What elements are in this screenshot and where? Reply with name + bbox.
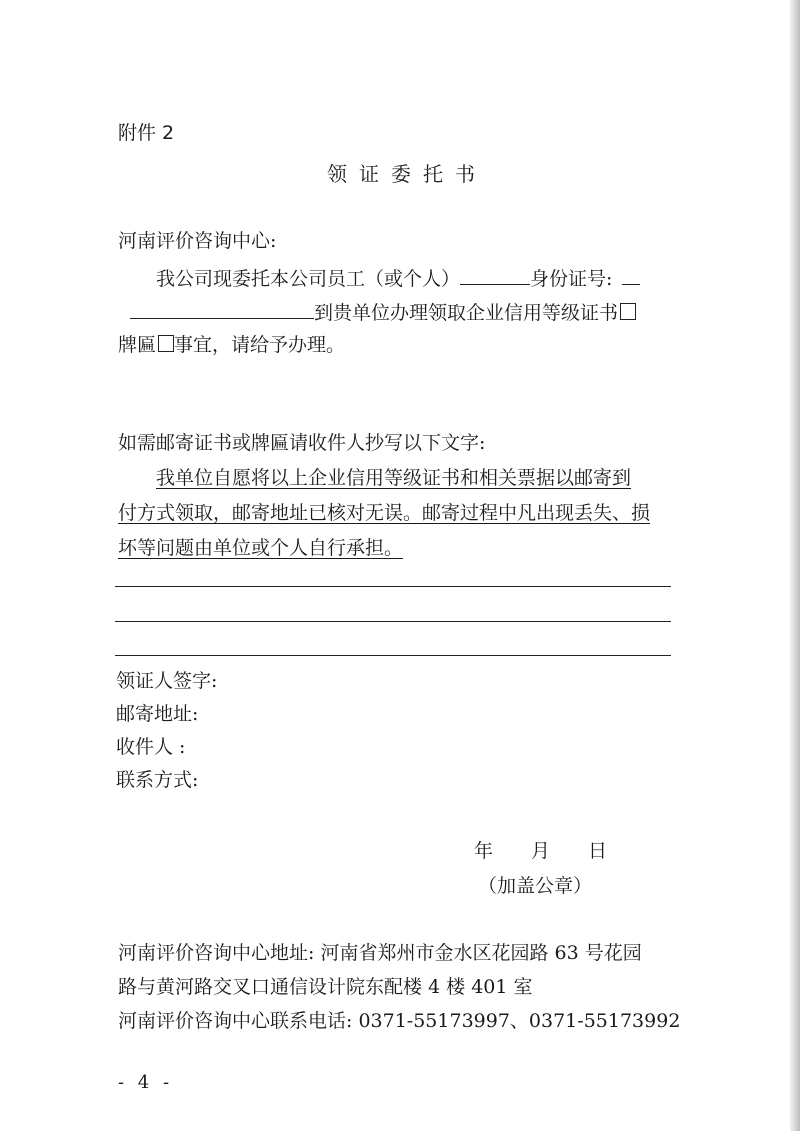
footer-address-line-1: 河南评价咨询中心地址: 河南省郑州市金水区花园路 63 号花园 <box>118 942 642 964</box>
entrust-text-3: 事宜，请给予办理。 <box>174 334 346 356</box>
entrust-line-1 <box>156 264 640 292</box>
id-number-blank[interactable] <box>130 298 314 319</box>
certificate-checkbox[interactable] <box>620 303 636 320</box>
attachment-label: 附件 2 <box>118 122 175 144</box>
recipient-field: 收件人 : <box>116 736 186 758</box>
entrust-line-2 <box>130 298 636 326</box>
contact-field: 联系方式: <box>116 769 199 791</box>
entrust-line-3 <box>118 332 345 358</box>
mail-statement-line-3: 坏等问题由单位或个人自行承担。 <box>118 537 404 559</box>
addressee: 河南评价咨询中心: <box>118 230 277 252</box>
stamp-note: （加盖公章） <box>478 875 593 897</box>
footer-address-line-2: 路与黄河路交叉口通信设计院东配楼 4 楼 401 室 <box>118 976 533 998</box>
plaque-checkbox[interactable] <box>158 335 174 352</box>
mail-address-field: 邮寄地址: <box>116 703 199 725</box>
id-number-blank-start[interactable] <box>622 264 640 285</box>
mail-statement-line-2: 付方式领取，邮寄地址已核对无误。邮寄过程中凡出现丢失、损 <box>118 502 651 524</box>
copy-line-3[interactable] <box>115 655 671 656</box>
footer-phone: 河南评价咨询中心联系电话: 0371-55173997、0371-55173992 <box>118 1010 681 1032</box>
employee-name-blank[interactable] <box>460 264 530 285</box>
mail-statement-line-1: 我单位自愿将以上企业信用等级证书和相关票据以邮寄到 <box>156 467 632 489</box>
document-title: 领证委托书 <box>327 162 487 186</box>
page-number: - 4 - <box>118 1072 174 1093</box>
plaque-label: 牌匾 <box>118 334 157 356</box>
copy-line-2[interactable] <box>115 621 671 622</box>
signer-field: 领证人签字: <box>116 670 218 692</box>
date-line: 年 月 日 <box>474 840 608 862</box>
mail-intro: 如需邮寄证书或牌匾请收件人抄写以下文字: <box>118 432 486 454</box>
copy-line-1[interactable] <box>115 586 671 587</box>
entrust-text-2: 到贵单位办理领取企业信用等级证书 <box>314 302 619 324</box>
id-number-label: 身份证号: <box>530 268 613 290</box>
entrust-text-1: 我公司现委托本公司员工（或个人） <box>156 268 461 290</box>
